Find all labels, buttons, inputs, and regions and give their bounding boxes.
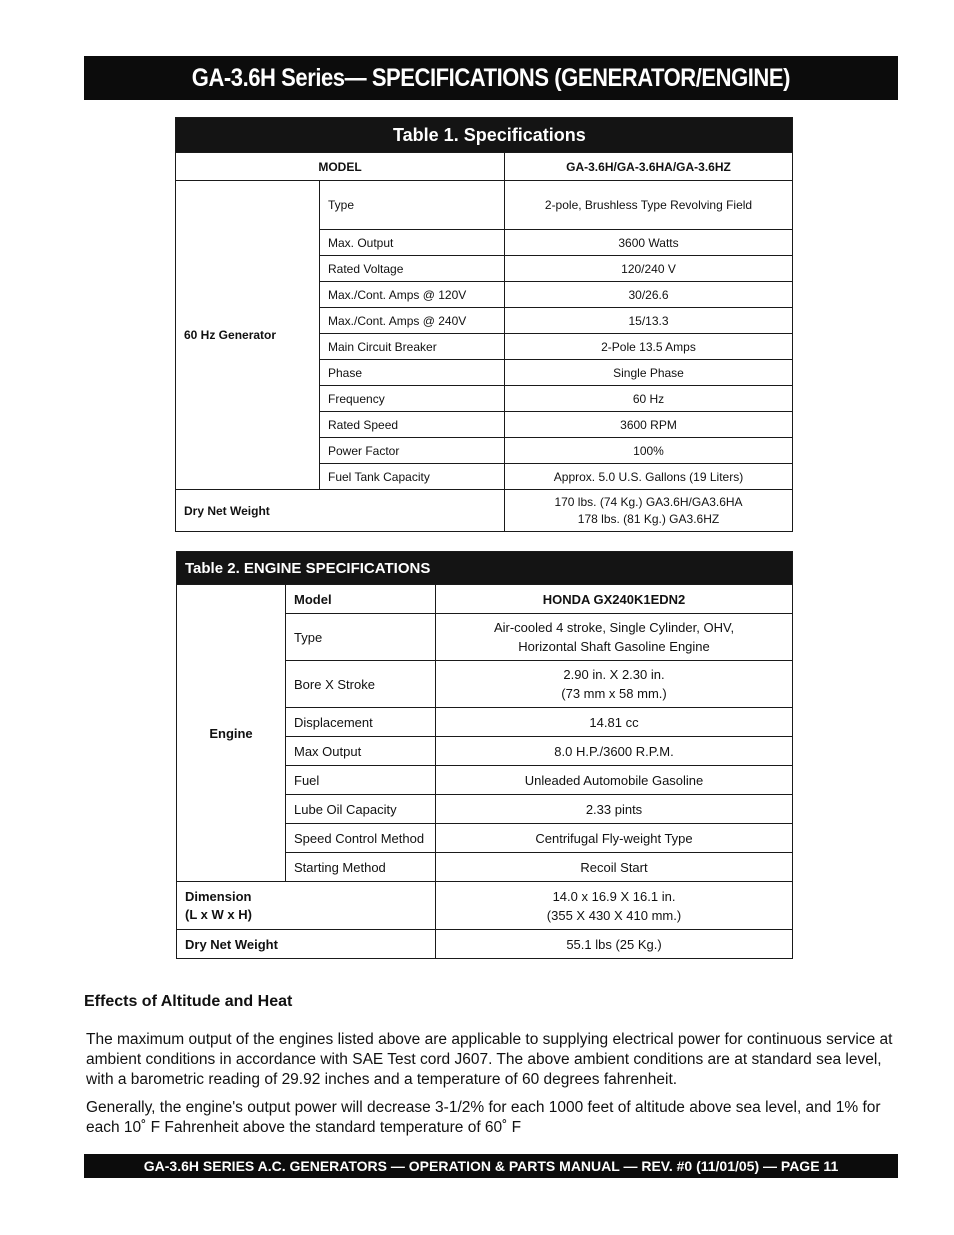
spec-label: Rated Speed (320, 412, 505, 438)
spec-label: Main Circuit Breaker (320, 334, 505, 360)
spec-value: 3600 Watts (505, 230, 793, 256)
spec-label: Displacement (286, 708, 436, 737)
spec-label: Lube Oil Capacity (286, 795, 436, 824)
spec-label: Speed Control Method (286, 824, 436, 853)
spec-value: HONDA GX240K1EDN2 (436, 585, 793, 614)
table2-weight-label: Dry Net Weight (177, 930, 436, 959)
weight-value-line: 170 lbs. (74 Kg.) GA3.6H/GA3.6HA (554, 494, 743, 509)
table-row (176, 181, 793, 230)
spec-value: Approx. 5.0 U.S. Gallons (19 Liters) (505, 464, 793, 490)
spec-label: Type (286, 614, 436, 661)
spec-label: Power Factor (320, 438, 505, 464)
spec-value: Unleaded Automobile Gasoline (436, 766, 793, 795)
spec-label: Starting Method (286, 853, 436, 882)
spec-label: Model (286, 585, 436, 614)
spec-value: Centrifugal Fly-weight Type (436, 824, 793, 853)
spec-value: 8.0 H.P./3600 R.P.M. (436, 737, 793, 766)
table-row (177, 930, 793, 959)
spec-label: Rated Voltage (320, 256, 505, 282)
page-title: GA-3.6H Series— SPECIFICATIONS (GENERATOR/ENGINE) (191, 63, 791, 92)
table1-caption: Table 1. Specifications (176, 118, 793, 153)
spec-label: Frequency (320, 386, 505, 412)
spec-value-line: Air-cooled 4 stroke, Single Cylinder, OHV, (493, 620, 735, 635)
spec-label: Phase (320, 360, 505, 386)
body-paragraph: Generally, the engine's output power will decrease 3-1/2% for each 1000 feet of altitude above sea level, and 1% for each 10˚ F Fahrenheit above the standard temperature of 60˚ F (86, 1099, 881, 1136)
spec-value-line: (73 mm x 58 mm.) (561, 686, 667, 701)
table2-caption: Table 2. ENGINE SPECIFICATIONS (177, 552, 793, 585)
section-heading: Effects of Altitude and Heat (84, 993, 293, 1010)
spec-value: 2.33 pints (436, 795, 793, 824)
spec-value: 2-pole, Brushless Type Revolving Field (505, 181, 793, 230)
dimension-value-line: 14.0 x 16.9 X 16.1 in. (552, 888, 676, 904)
spec-value-line: Horizontal Shaft Gasoline Engine (518, 639, 710, 654)
table1-model-label: MODEL (176, 153, 505, 181)
specifications-table (175, 117, 793, 532)
table-row (177, 882, 793, 930)
table2-group-label: Engine (177, 585, 286, 882)
spec-label: Max Output (286, 737, 436, 766)
table2-dimension-label (177, 882, 436, 930)
spec-value: 14.81 cc (436, 708, 793, 737)
engine-specifications-table (176, 551, 793, 959)
spec-value: Single Phase (505, 360, 793, 386)
spec-label: Max./Cont. Amps @ 240V (320, 308, 505, 334)
table-row (177, 585, 793, 614)
table2-dimension-value (436, 882, 793, 930)
table2-weight-value: 55.1 lbs (25 Kg.) (436, 930, 793, 959)
page-footer (84, 1154, 898, 1178)
page-title-bar (84, 56, 898, 100)
spec-value: 100% (505, 438, 793, 464)
spec-value: 2-Pole 13.5 Amps (505, 334, 793, 360)
spec-label: Bore X Stroke (286, 661, 436, 708)
dimension-label-line: (L x W x H) (185, 906, 252, 922)
spec-label: Fuel (286, 766, 436, 795)
spec-value (436, 614, 793, 661)
spec-value: 60 Hz (505, 386, 793, 412)
table1-group-label: 60 Hz Generator (176, 181, 320, 490)
dimension-label-line: Dimension (185, 888, 252, 904)
spec-value: 30/26.6 (505, 282, 793, 308)
spec-value (436, 661, 793, 708)
spec-label: Max. Output (320, 230, 505, 256)
table-row (176, 490, 793, 532)
table1-model-value: GA-3.6H/GA-3.6HA/GA-3.6HZ (505, 153, 793, 181)
spec-label: Type (320, 181, 505, 230)
table1-weight-value (505, 490, 793, 532)
spec-value: Recoil Start (436, 853, 793, 882)
footer-text: GA-3.6H SERIES A.C. GENERATORS — OPERATION & PARTS MANUAL — REV. #0 (11/01/05) — PAGE 11 (143, 1158, 839, 1174)
spec-label: Fuel Tank Capacity (320, 464, 505, 490)
spec-value-line: 2.90 in. X 2.30 in. (563, 667, 665, 682)
table1-weight-label: Dry Net Weight (176, 490, 505, 532)
spec-value: 120/240 V (505, 256, 793, 282)
weight-value-line: 178 lbs. (81 Kg.) GA3.6HZ (577, 511, 720, 526)
spec-value: 3600 RPM (505, 412, 793, 438)
body-paragraph: The maximum output of the engines listed above are applicable to supplying electrical power for continuous service at ambient conditions in accordance with SAE Test cord J607. The above ambient conditions are at standard sea level, with a barometric reading of 29.92 inches and a temperature of 60 degrees fahrenheit. (86, 1031, 893, 1088)
spec-value: 15/13.3 (505, 308, 793, 334)
dimension-value-line: (355 X 430 X 410 mm.) (546, 907, 682, 923)
spec-label: Max./Cont. Amps @ 120V (320, 282, 505, 308)
